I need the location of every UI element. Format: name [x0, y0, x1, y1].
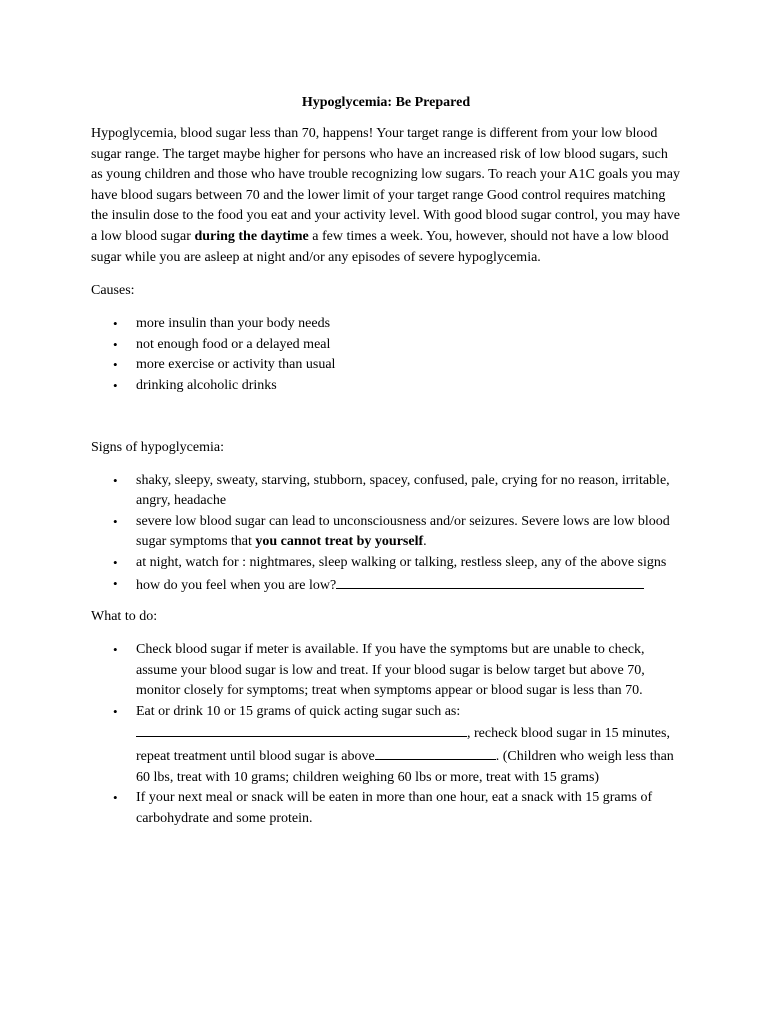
target-sugar-blank[interactable] — [375, 745, 496, 760]
todo-item2-text-1: Eat or drink 10 or 15 grams of quick acting sugar such as: — [136, 703, 461, 719]
what-to-do-heading: What to do: — [91, 609, 158, 625]
todo-item2-text-2: , recheck blood sugar in 15 minutes, repeat treatment until blood sugar is above — [136, 726, 670, 765]
list-item: • shaky, sleepy, sweaty, starving, stubborn, spacey, confused, pale, crying for no reason, irritable, angry, headache — [91, 471, 681, 512]
causes-heading: Causes: — [91, 283, 135, 299]
list-item: • Check blood sugar if meter is available. If you have the symptoms but are unable to check, assume your blood sugar is low and treat. If your blood sugar is below target but above 70, monitor closely for symptoms; treat when symptoms appear or blood sugar is less than 70. — [91, 640, 681, 702]
list-item: • more exercise or activity than usual — [91, 355, 681, 376]
list-item: • at night, watch for : nightmares, sleep walking or talking, restless sleep, any of the above signs — [91, 553, 681, 574]
list-item — [91, 574, 681, 597]
what-to-do-list — [91, 640, 681, 829]
signs-item2-text-1: severe low blood sugar can lead to unconsciousness and/or seizures. Severe lows are low blood sugar symptoms that — [136, 513, 670, 550]
quick-sugar-blank[interactable] — [136, 722, 467, 737]
todo-item2-text-3: . (Children who weigh less than 60 lbs, treat with 10 grams; children weighing 60 lbs or more, treat with 15 grams) — [136, 749, 674, 785]
list-item — [91, 702, 681, 788]
causes-list — [91, 314, 681, 396]
list-item: • drinking alcoholic drinks — [91, 376, 681, 397]
intro-text-1: Hypoglycemia, blood sugar less than 70, happens! Your target range is different from your low blood sugar range. The target maybe higher for persons who have an increased risk of low blood sugars, such as young children and those who have trouble recognizing low sugars. To reach your A1C goals you may have blood sugars between 70 and the lower limit of your target range Good control requires matching the insulin dose to the food you eat and your activity level. With good blood sugar control, you may have a low blood sugar — [91, 126, 681, 244]
list-item — [91, 512, 681, 553]
feeling-answer-blank[interactable] — [336, 574, 644, 589]
intro-bold-text: during the daytime — [194, 228, 309, 244]
document-page — [91, 94, 681, 829]
signs-item4-text: how do you feel when you are low? — [136, 577, 337, 593]
signs-heading: Signs of hypoglycemia: — [91, 439, 224, 455]
signs-item2-text-2: . — [423, 534, 427, 550]
list-item: • more insulin than your body needs — [91, 314, 681, 335]
list-item: • not enough food or a delayed meal — [91, 335, 681, 356]
signs-item2-bold-text: you cannot treat by yourself — [255, 534, 424, 550]
list-item: • If your next meal or snack will be eaten in more than one hour, eat a snack with 15 grams of carbohydrate and some protein. — [91, 788, 681, 829]
intro-paragraph — [91, 124, 681, 268]
page-title: Hypoglycemia: Be Prepared — [301, 95, 471, 110]
signs-list — [91, 471, 681, 597]
intro-text-2: a few times a week. You, however, should not have a low blood sugar while you are asleep at night and/or any episodes of severe hypoglycemia. — [91, 228, 669, 265]
